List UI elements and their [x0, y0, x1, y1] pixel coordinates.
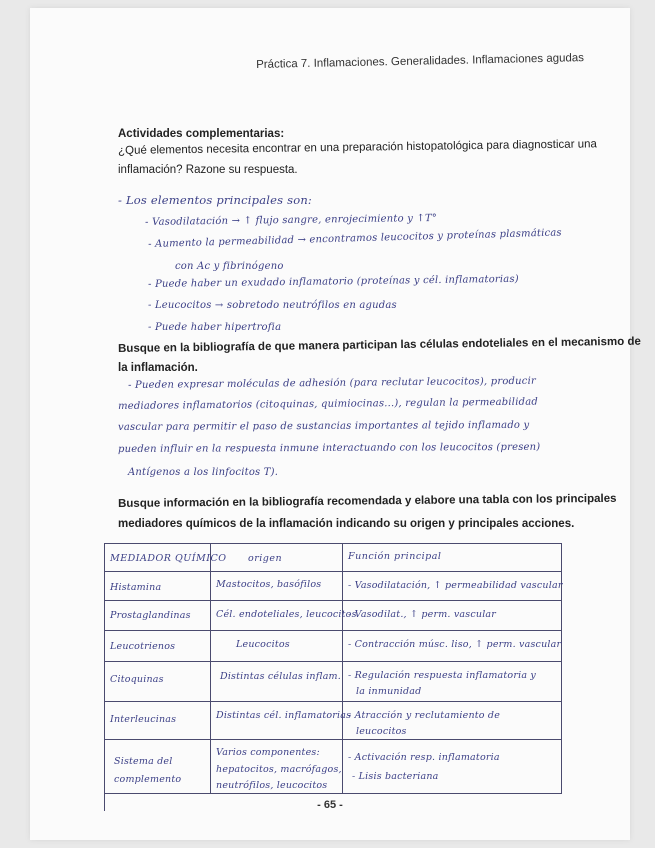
table-cell-mediador: Leucotrienos — [110, 641, 176, 652]
table-header: Función principal — [348, 551, 442, 562]
q2-answer-line: pueden influir en la respuesta inmune interactuando con los leucocitos (presen) — [118, 441, 541, 455]
section-title: Actividades complementarias: — [118, 128, 285, 140]
table-cell-origen: hepatocitos, macrófagos, — [216, 764, 342, 775]
table-cell-funcion: - Vasodilat., ↑ perm. vascular — [348, 609, 497, 620]
table-cell-origen: Cél. endoteliales, leucocitos — [216, 609, 357, 620]
table-rule — [104, 543, 105, 811]
q2-prompt-line2: la inflamación. — [118, 362, 198, 374]
table-cell-mediador: Histamina — [110, 582, 162, 593]
q1-answer-line: - Puede haber hipertrofia — [148, 322, 282, 333]
table-rule — [210, 543, 211, 793]
table-cell-funcion: - Contracción músc. liso, ↑ perm. vascular — [348, 639, 562, 650]
q1-prompt-line1: ¿Qué elementos necesita encontrar en una preparación histopatológica para diagnosticar una — [118, 138, 597, 157]
q1-answer-line: - Vasodilatación → ↑ flujo sangre, enrojecimiento y ↑T° — [145, 212, 438, 228]
table-cell-mediador: Sistema del — [114, 756, 173, 767]
table-cell-mediador: Citoquinas — [110, 674, 164, 685]
q1-answer-line: - Leucocitos → sobretodo neutrófilos en agudas — [148, 300, 397, 311]
table-rule — [104, 701, 562, 702]
document-page — [30, 8, 641, 840]
table-cell-funcion: - Atracción y reclutamiento de — [348, 710, 501, 721]
table-cell-funcion: - Activación resp. inflamatoria — [348, 752, 500, 763]
page-header: Práctica 7. Inflamaciones. Generalidades. Inflamaciones agudas — [256, 52, 585, 71]
table-rule — [342, 543, 343, 793]
table-cell-mediador: complemento — [114, 774, 182, 785]
table-cell-funcion: la inmunidad — [356, 686, 422, 697]
q2-answer-line: - Pueden expresar moléculas de adhesión (para reclutar leucocitos), producir — [128, 375, 536, 391]
table-rule — [104, 543, 562, 544]
table-rule — [104, 630, 562, 631]
table-rule — [104, 571, 562, 572]
q2-answer-line: vascular para permitir el paso de sustancias importantes al tejido inflamado y — [118, 419, 530, 433]
table-rule — [104, 739, 562, 740]
q2-prompt-line1: Busque en la bibliografía de que manera participan las células endoteliales en el mecanismo de — [118, 335, 641, 355]
table-cell-origen: Mastocitos, basófilos — [216, 579, 322, 590]
q3-prompt-line1: Busque información en la bibliografía recomendada y elabore una tabla con los principales — [118, 492, 617, 510]
q3-prompt-line2: mediadores químicos de la inflamación indicando su origen y principales acciones. — [118, 518, 575, 530]
table-header: MEDIADOR QUÍMICO — [110, 553, 227, 564]
q1-answer-line: - Puede haber un exudado inflamatorio (proteínas y cél. inflamatorias) — [148, 273, 519, 290]
table-cell-mediador: Interleucinas — [110, 714, 177, 725]
q1-prompt-line2: inflamación? Razone su respuesta. — [118, 164, 298, 176]
table-cell-origen: Varios componentes: — [216, 747, 320, 758]
table-cell-mediador: Prostaglandinas — [110, 610, 191, 621]
table-cell-origen: Leucocitos — [236, 639, 290, 650]
table-cell-funcion: - Regulación respuesta inflamatoria y — [348, 670, 536, 681]
page-number: - 65 - — [317, 799, 343, 811]
q2-answer-line: mediadores inflamatorios (citoquinas, quimiocinas...), regulan la permeabilidad — [118, 396, 538, 412]
table-rule — [104, 600, 562, 601]
q1-answer-line: - Los elementos principales son: — [118, 193, 312, 207]
table-cell-origen: neutrófilos, leucocitos — [216, 780, 328, 791]
table-rule — [104, 661, 562, 662]
table-cell-origen: Distintas células inflam. — [220, 671, 341, 682]
table-cell-funcion: leucocitos — [356, 726, 407, 737]
table-cell-origen: Distintas cél. inflamatorias — [216, 710, 352, 721]
table-cell-funcion: - Vasodilatación, ↑ permeabilidad vascular — [348, 580, 563, 591]
table-cell-funcion: - Lisis bacteriana — [352, 771, 439, 782]
q1-answer-line: - Aumento la permeabilidad → encontramos leucocitos y proteínas plasmáticas — [148, 227, 562, 250]
q1-answer-line: con Ac y fibrinógeno — [175, 261, 284, 272]
table-rule — [104, 793, 562, 794]
q2-answer-line: Antígenos a los linfocitos T). — [128, 467, 279, 478]
table-header: origen — [248, 553, 283, 564]
